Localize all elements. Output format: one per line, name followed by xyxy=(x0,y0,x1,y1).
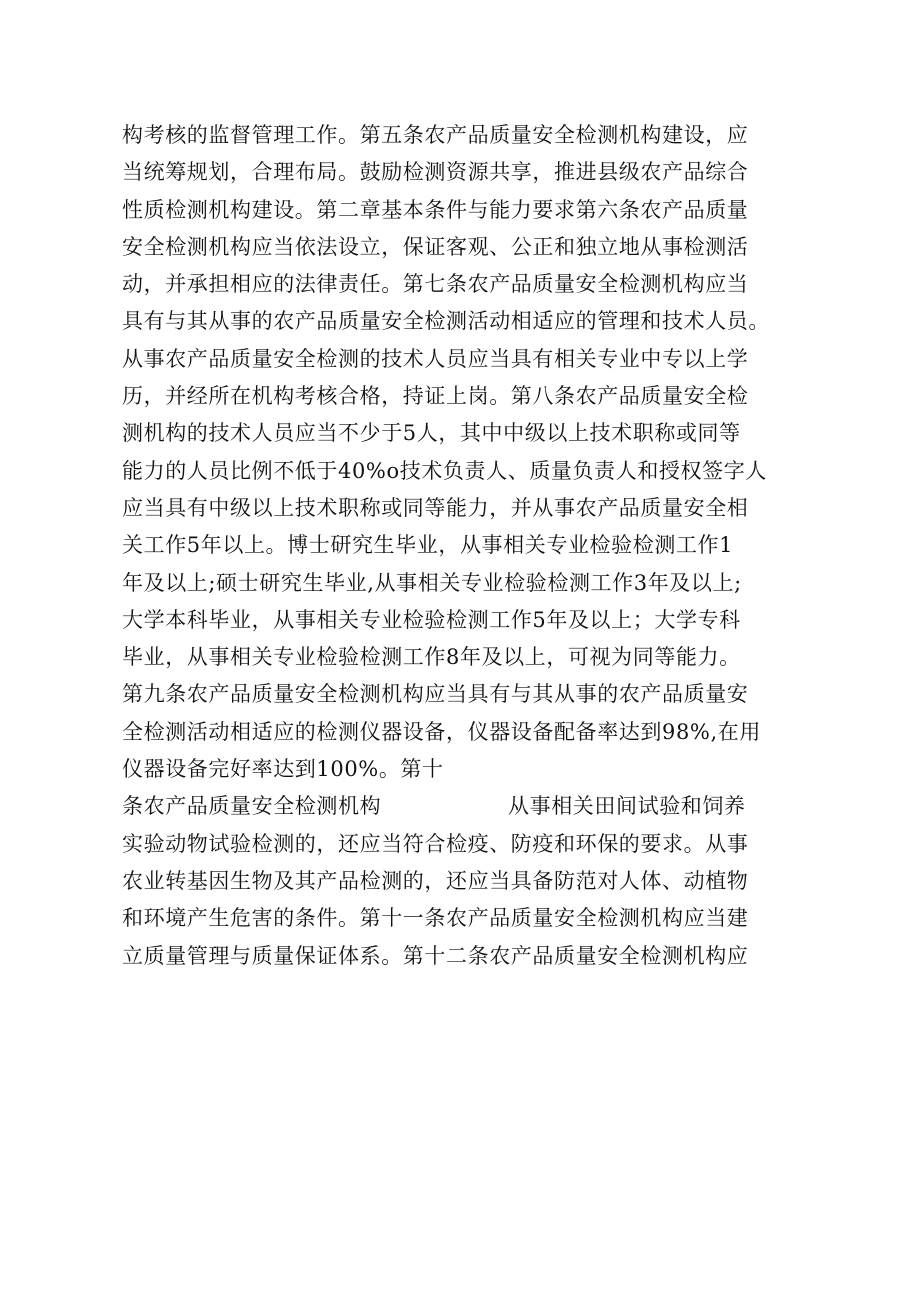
text-line: 农业转基因生物及其产品检测的，还应当具备防范对人体、动植物 xyxy=(122,868,749,893)
text-line: 从事农产品质量安全检测的技术人员应当具有相关专业中专以上学 xyxy=(122,346,749,371)
text-line: 测机构的技术人员应当不少于5人，其中中级以上技术职称或同等 xyxy=(122,421,741,446)
text-line: 和环境产生危害的条件。第十一条农产品质量安全检测机构应当建 xyxy=(122,906,749,931)
split-line-left: 条农产品质量安全检测机构 xyxy=(122,794,382,819)
text-line: 立质量管理与质量保证体系。第十二条农产品质量安全检测机构应 xyxy=(122,943,749,968)
text-line: 安全检测机构应当依法设立，保证客观、公正和独立地从事检测活 xyxy=(122,234,749,259)
text-line: 历，并经所在机构考核合格，持证上岗。第八条农产品质量安全检 xyxy=(122,384,749,409)
text-line: 动，并承担相应的法律责任。第七条农产品质量安全检测机构应当 xyxy=(122,272,749,297)
split-text-line xyxy=(122,788,812,825)
text-line: 第九条农产品质量安全检测机构应当具有与其从事的农产品质量安 xyxy=(122,682,749,707)
text-line: 年及以上;硕士研究生毕业,从事相关专业检验检测工作3年及以上; xyxy=(122,570,742,595)
text-line: 性质检测机构建设。第二章基本条件与能力要求第六条农产品质量 xyxy=(122,197,749,222)
text-line: 仪器设备完好率达到100%。第十 xyxy=(122,757,444,782)
text-line: 实验动物试验检测的，还应当符合检疫、防疫和环保的要求。从事 xyxy=(122,831,749,856)
text-line: 大学本科毕业，从事相关专业检验检测工作5年及以上；大学专科 xyxy=(122,607,741,632)
text-line: 具有与其从事的农产品质量安全检测活动相适应的管理和技术人员。 xyxy=(122,309,770,334)
body-text xyxy=(122,117,812,975)
text-line: 毕业，从事相关专业检验检测工作8年及以上，可视为同等能力。 xyxy=(122,645,741,670)
text-line: 构考核的监督管理工作。第五条农产品质量安全检测机构建设，应 xyxy=(122,123,749,147)
text-line: 关工作5年以上。博士研究生毕业，从事相关专业检验检测工作1 xyxy=(122,533,734,558)
text-line: 应当具有中级以上技术职称或同等能力，并从事农产品质量安全相 xyxy=(122,495,749,520)
text-line: 当统筹规划，合理布局。鼓励检测资源共享，推进县级农产品综合 xyxy=(122,160,749,185)
text-line: 全检测活动相适应的检测仪器设备，仪器设备配备率达到98%,在用 xyxy=(122,719,761,744)
split-line-right: 从事相关田间试验和饲养 xyxy=(508,794,746,819)
text-line: 能力的人员比例不低于40%o技术负责人、质量负责人和授权签字人 xyxy=(122,458,767,483)
